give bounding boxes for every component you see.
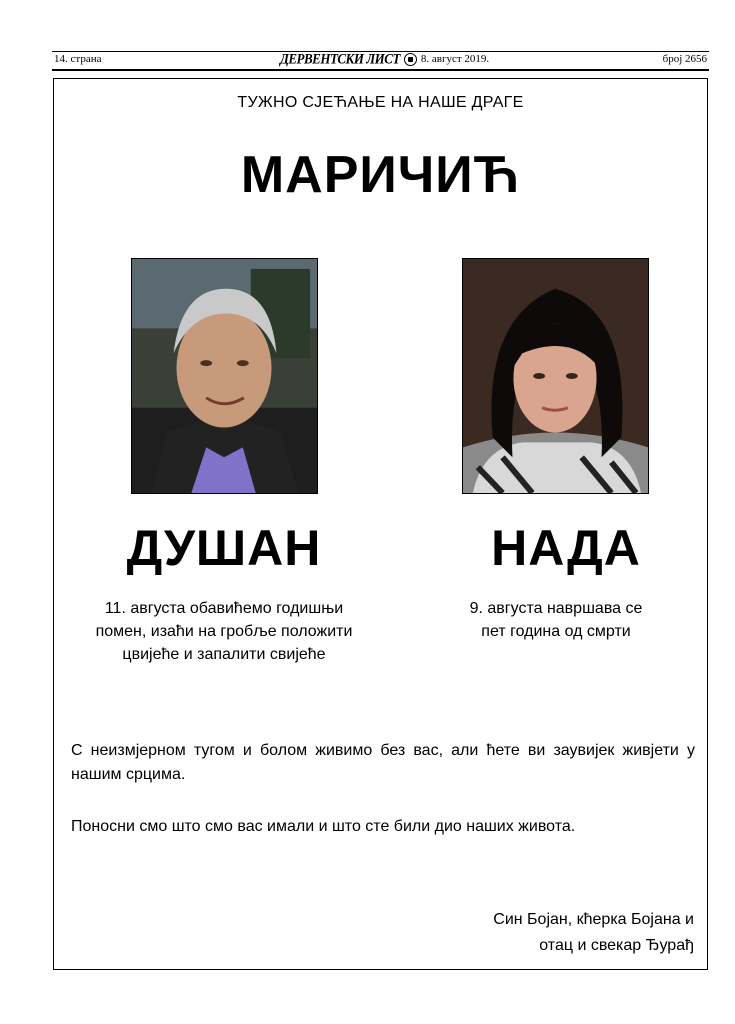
memorial-notice [53,78,708,970]
dusan-line-3: цвијеће и запалити свијеће [122,646,326,663]
family-name: МАРИЧИЋ [240,146,521,204]
header-bottom-rule [52,69,709,71]
signature-line-2: отац и свекар Ђурађ [539,937,694,954]
dusan-memorial-text [74,597,374,666]
nada-line-2: пет година од смрти [481,623,631,640]
notice-intro: ТУЖНО СЈЕЋАЊЕ НА НАШЕ ДРАГЕ [237,94,524,111]
dusan-line-2: помен, изаћи на гробље положити [95,623,353,640]
photo-dusan [131,258,318,494]
issue-number: број 2656 [662,53,707,65]
page-number: 14. страна [54,53,102,65]
memorial-paragraph-2: Поносни смо што смо вас имали и што сте били дио наших живота. [71,818,576,835]
nada-memorial-text [416,597,696,643]
signature-line-1: Син Бојан, кћерка Бојана и [493,911,694,928]
signature [394,907,694,959]
name-dusan: ДУШАН [126,520,322,576]
nada-line-1: 9. августа навршава се [469,600,643,617]
masthead-title: ДЕРВЕНТСКИ ЛИСТ [280,49,400,68]
name-nada: НАДА [491,520,641,576]
issue-date: 8. август 2019. [420,53,490,65]
crest-icon [404,53,417,66]
page-header [52,50,709,70]
memorial-paragraph-1: С неизмјерном тугом и болом живимо без вас, али ћете ви заувијек живјети у нашим срцима. [71,742,695,783]
dusan-line-1: 11. августа обавићемо годишњи [104,600,344,617]
photo-nada [462,258,649,494]
masthead-block [280,51,489,67]
